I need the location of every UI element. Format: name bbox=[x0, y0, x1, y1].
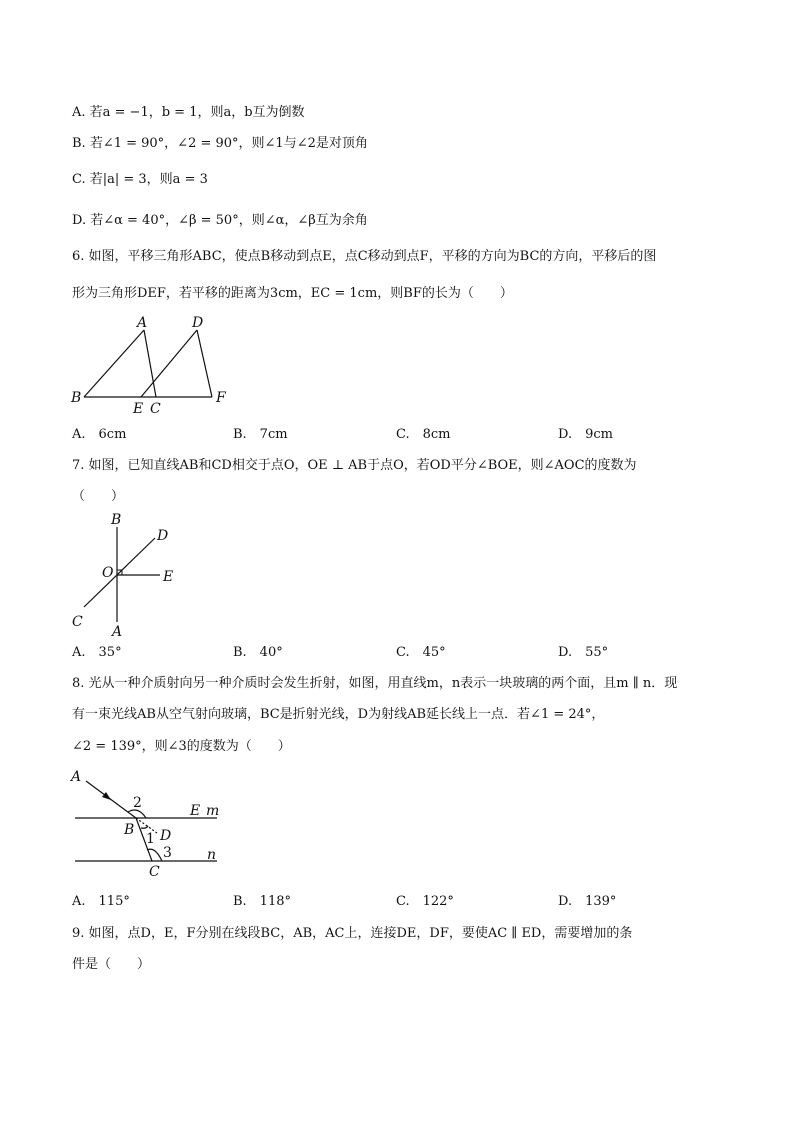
q7-label-d: D bbox=[157, 528, 169, 544]
q6-triangle-def bbox=[141, 330, 212, 397]
q6-label-b: B bbox=[71, 390, 82, 406]
q8-option-d: D. 139° bbox=[558, 894, 617, 909]
q8-label-3: 3 bbox=[163, 845, 172, 861]
prev-option-a: A. 若a = −1，b = 1，则a，b互为倒数 bbox=[72, 105, 305, 120]
q8-text-line3: ∠2 = 139°，则∠3的度数为（ ） bbox=[72, 739, 291, 754]
q7-label-o: O bbox=[102, 565, 114, 581]
q7-label-e: E bbox=[163, 569, 174, 585]
prev-option-b: B. 若∠1 = 90°，∠2 = 90°，则∠1与∠2是对顶角 bbox=[72, 136, 368, 151]
q7-option-a: A. 35° bbox=[72, 645, 122, 660]
q6-text-line1: 6. 如图，平移三角形ABC，使点B移动到点E，点C移动到点F，平移的方向为BC的方向，平移后的图 bbox=[72, 249, 657, 264]
q7-option-b: B. 40° bbox=[233, 645, 283, 660]
q8-label-e: E bbox=[190, 803, 201, 819]
q8-label-b: B bbox=[124, 822, 135, 838]
q6-label-f: F bbox=[216, 390, 226, 406]
q8-label-m: m bbox=[206, 803, 220, 819]
q6-triangle-abc bbox=[84, 330, 156, 397]
q7-label-a: A bbox=[112, 624, 123, 640]
prev-option-c: C. 若|a| = 3，则a = 3 bbox=[72, 172, 208, 187]
q8-refraction-figure bbox=[75, 781, 220, 861]
q8-label-n: n bbox=[207, 847, 217, 863]
q6-label-e: E bbox=[133, 401, 144, 417]
q6-option-d: D. 9cm bbox=[558, 427, 613, 442]
q8-label-c: C bbox=[149, 864, 160, 880]
q7-text-line1: 7. 如图，已知直线AB和CD相交于点O，OE ⊥ AB于点O，若OD平分∠BOE，则∠AOC的度数为 bbox=[72, 458, 637, 473]
q8-label-2: 2 bbox=[133, 795, 142, 811]
q8-option-c: C. 122° bbox=[396, 894, 454, 909]
q7-line-cd bbox=[84, 538, 155, 607]
q8-label-a: A bbox=[71, 769, 82, 785]
q8-option-a: A. 115° bbox=[72, 894, 130, 909]
q8-option-b: B. 118° bbox=[233, 894, 291, 909]
q6-label-a: A bbox=[137, 315, 148, 331]
q8-text-line1: 8. 光从一种介质射向另一种介质时会发生折射，如图，用直线m，n表示一块玻璃的两个面，且m ∥ n．现 bbox=[72, 676, 678, 691]
q8-label-d: D bbox=[160, 828, 172, 844]
q7-label-c: C bbox=[72, 614, 83, 630]
q7-option-d: D. 55° bbox=[558, 645, 609, 660]
q9-text-line2: 件是（ ） bbox=[72, 957, 151, 972]
q7-text-line2: （ ） bbox=[72, 489, 125, 504]
q6-option-b: B. 7cm bbox=[233, 427, 288, 442]
q6-label-d: D bbox=[192, 315, 204, 331]
q9-text-line1: 9. 如图，点D，E，F分别在线段BC，AB，AC上，连接DE，DF，要使AC ∥ ED，需要增加的条 bbox=[72, 926, 633, 941]
q6-text-line2: 形为三角形DEF，若平移的距离为3cm，EC = 1cm，则BF的长为（ ） bbox=[72, 286, 513, 301]
q8-incident-ray bbox=[86, 781, 136, 818]
q7-lines-figure bbox=[84, 527, 160, 622]
q6-label-c: C bbox=[150, 401, 161, 417]
q6-option-c: C. 8cm bbox=[396, 427, 451, 442]
q8-text-line2: 有一束光线AB从空气射向玻璃，BC是折射光线，D为射线AB延长线上一点．若∠1 = 24°， bbox=[72, 707, 605, 722]
q7-label-b: B bbox=[111, 512, 122, 528]
prev-option-d: D. 若∠α = 40°，∠β = 50°，则∠α，∠β互为余角 bbox=[72, 213, 368, 228]
q6-option-a: A. 6cm bbox=[72, 427, 127, 442]
q7-option-c: C. 45° bbox=[396, 645, 446, 660]
q8-label-1: 1 bbox=[146, 831, 155, 847]
